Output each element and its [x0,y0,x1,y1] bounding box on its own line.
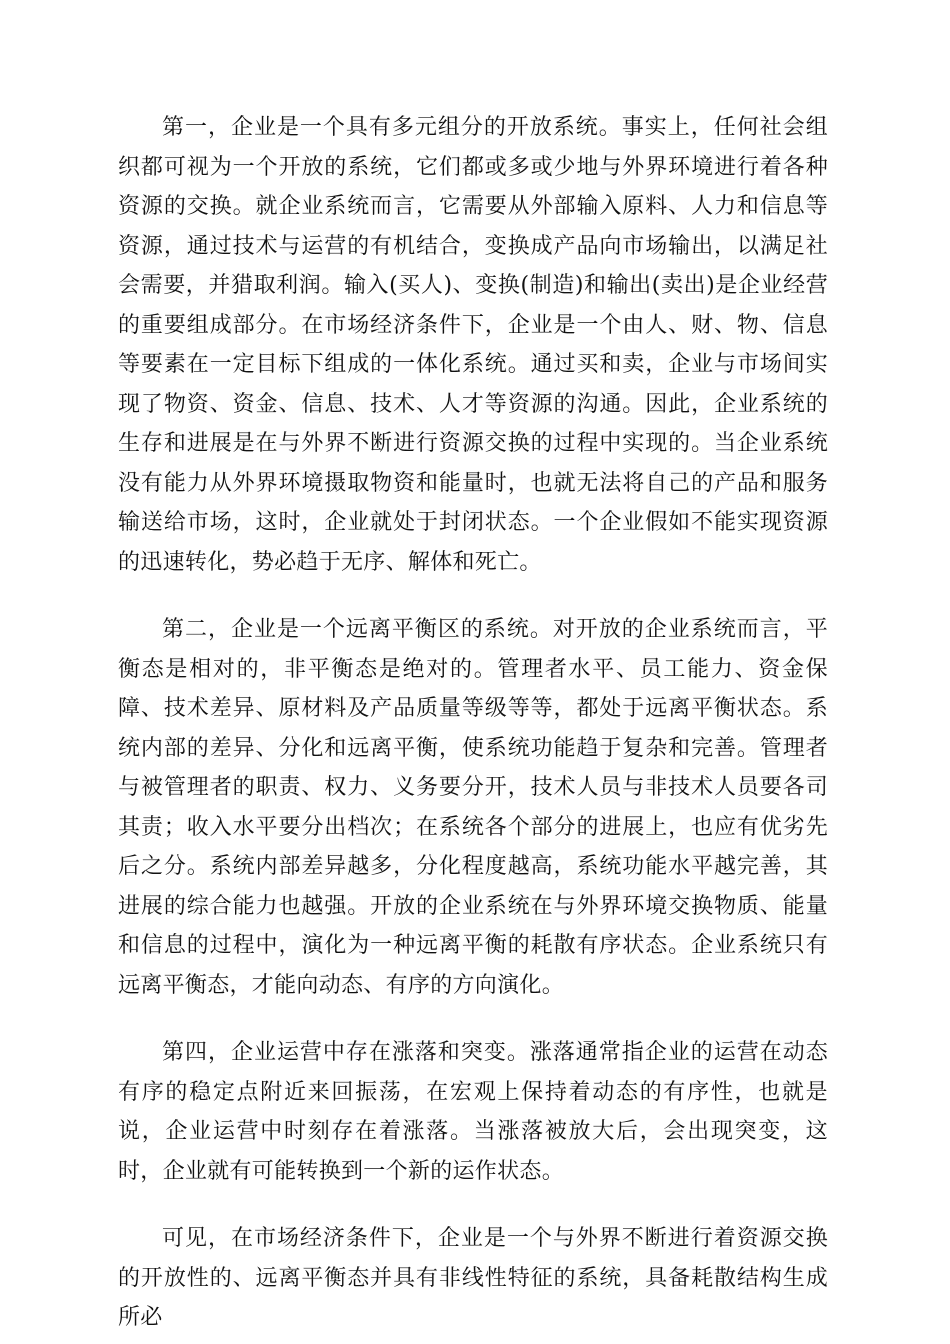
paragraph-4: 可见，在市场经济条件下，企业是一个与外界不断进行着资源交换的开放性的、远离平衡态并具有非线性特征的系统，具备耗散结构生成所必 [118,1226,828,1330]
paragraph-2: 第二，企业是一个远离平衡区的系统。对开放的企业系统而言，平衡态是相对的，非平衡态是绝对的。管理者水平、员工能力、资金保障、技术差异、原材料及产品质量等级等等，都处于远离平衡状态。系统内部的差异、分化和远离平衡，使系统功能趋于复杂和完善。管理者与被管理者的职责、权力、义务要分开，技术人员与非技术人员要各司其责；收入水平要分出档次；在系统各个部分的进展上，也应有优劣先后之分。系统内部差异越多，分化程度越高，系统功能水平越完善，其进展的综合能力也越强。开放的企业系统在与外界环境交换物质、能量和信息的过程中，演化为一种远离平衡的耗散有序状态。企业系统只有远离平衡态，才能向动态、有序的方向演化。 [118,617,828,998]
paragraph-3: 第四，企业运营中存在涨落和突变。涨落通常指企业的运营在动态有序的稳定点附近来回振荡，在宏观上保持着动态的有序性，也就是说，企业运营中时刻存在着涨落。当涨落被放大后，会出现突变，这时，企业就有可能转换到一个新的运作状态。 [118,1040,828,1184]
paragraph-1: 第一，企业是一个具有多元组分的开放系统。事实上，任何社会组织都可视为一个开放的系统，它们都或多或少地与外界环境进行着各种资源的交换。就企业系统而言，它需要从外部输入原料、人力和信息等资源，通过技术与运营的有机结合，变换成产品向市场输出，以满足社会需要，并猎取利润。输入(买人)、变换(制造)和输出(卖出)是企业经营的重要组成部分。在市场经济条件下，企业是一个由人、财、物、信息等要素在一定目标下组成的一体化系统。通过买和卖，企业与市场间实现了物资、资金、信息、技术、人才等资源的沟通。因此，企业系统的生存和进展是在与外界不断进行资源交换的过程中实现的。当企业系统没有能力从外界环境摄取物资和能量时，也就无法将自己的产品和服务输送给市场，这时，企业就处于封闭状态。一个企业假如不能实现资源的迅速转化，势必趋于无序、解体和死亡。 [118,115,828,575]
